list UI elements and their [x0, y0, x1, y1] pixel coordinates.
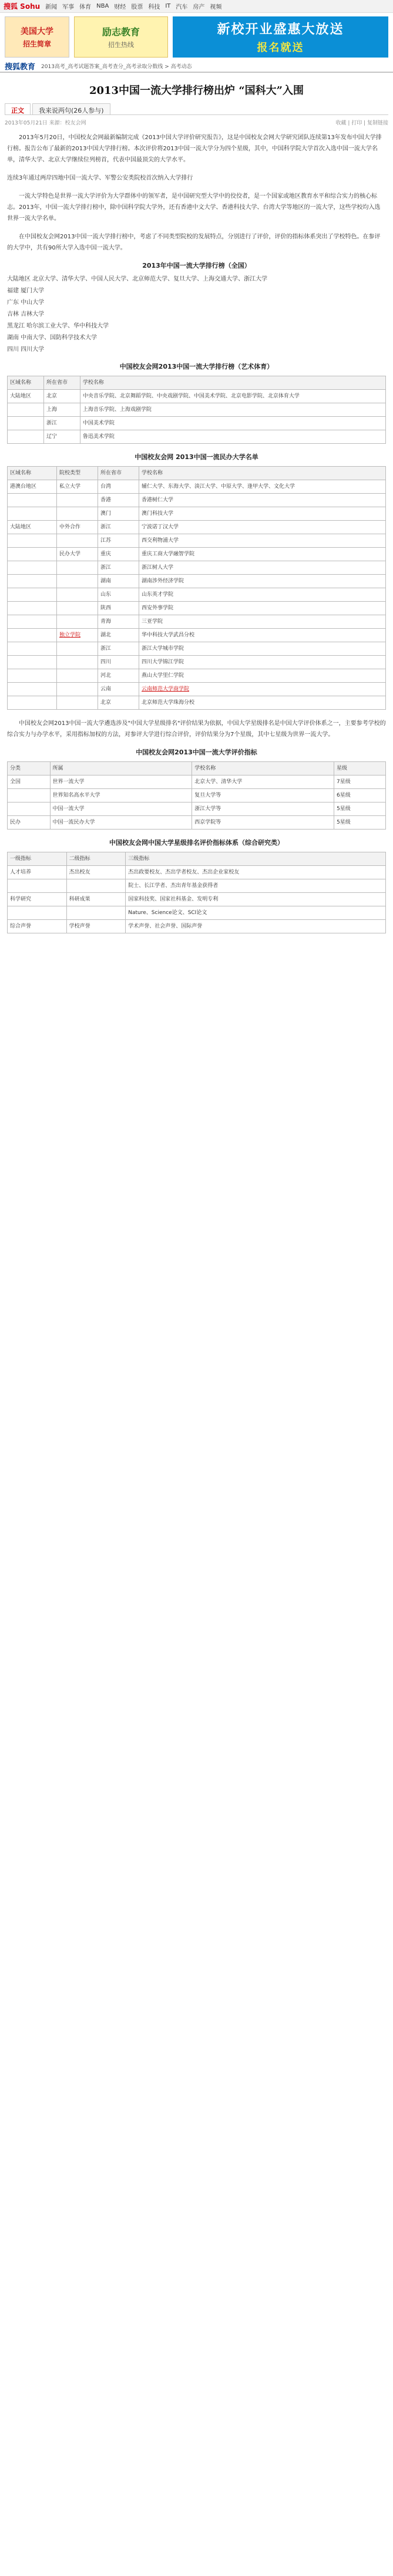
- region-line: 吉林 吉林大学: [7, 311, 45, 318]
- table-row: [8, 548, 386, 561]
- table-cell: 上海: [43, 403, 80, 417]
- top-nav-item[interactable]: 军事: [62, 4, 75, 11]
- table-row: [8, 507, 386, 521]
- table-cell: 大陆地区: [8, 521, 57, 534]
- section-heading: 中国校友会网2013中国一流大学排行榜（艺术体育）: [119, 363, 274, 370]
- top-nav-item[interactable]: IT: [165, 3, 171, 9]
- table-cell: 全国: [8, 776, 51, 789]
- table-cell: [57, 534, 98, 548]
- tab-comments[interactable]: 我来说两句(26人参与): [32, 103, 110, 114]
- table-row: [8, 669, 386, 683]
- table-cell: 华中科技大学武昌分校: [139, 629, 386, 642]
- table-cell: [8, 575, 57, 588]
- table-cell: [8, 430, 44, 444]
- table-cell: [8, 602, 57, 615]
- table-header: 三级指标: [126, 852, 386, 866]
- table-cell: 民办大学: [57, 548, 98, 561]
- table-cell: [8, 417, 44, 430]
- table-cell: [8, 494, 57, 507]
- table-header: 所属: [50, 762, 192, 776]
- table-cell: 西安外事学院: [139, 602, 386, 615]
- top-nav-item[interactable]: 科技: [148, 4, 160, 11]
- table-row: [8, 390, 386, 403]
- table-row: [8, 615, 386, 629]
- table-row: [8, 893, 386, 906]
- article-source: 2013年05月21日 来源：校友会网: [5, 120, 86, 126]
- table-cell: 院士、长江学者、杰出青年基金获得者: [126, 879, 386, 893]
- table-cell: 北京师范大学珠海分校: [139, 696, 386, 710]
- table-row: [8, 776, 386, 789]
- table-cell: [8, 656, 57, 669]
- table-cell: 上海音乐学院、上海戏剧学院: [80, 403, 385, 417]
- table-row: [8, 816, 386, 830]
- table-cell: 复旦大学等: [192, 789, 334, 803]
- table-header: 学校名称: [80, 376, 385, 390]
- table-cell: 重庆: [98, 548, 139, 561]
- region-line: 广东 中山大学: [7, 299, 45, 306]
- top-nav-item[interactable]: 房产: [193, 4, 205, 11]
- table-cell: [57, 507, 98, 521]
- table-cell: [57, 588, 98, 602]
- tab-article[interactable]: 正文: [5, 103, 31, 114]
- table-cell: 浙江: [98, 561, 139, 575]
- table-cell: 7星级: [334, 776, 386, 789]
- table-row: [8, 588, 386, 602]
- table-cell: 中国美术学院: [80, 417, 385, 430]
- table-row: [8, 656, 386, 669]
- paragraph: 中国校友会网2013中国一流大学遴选涉及"中国大学星级排名"评价结果为依据，中国大学星级排名是中国大学评价体系之一，主要参考学校的综合实力与办学水平，采用指标加权的方法，对参评大学进行综合评价，评价结果分为7个星级，其中七星级为世界一流大学。: [7, 720, 386, 738]
- ad-left-line1: 美国大学: [21, 27, 53, 36]
- table-cell: 青海: [98, 615, 139, 629]
- table-cell: 北京: [43, 390, 80, 403]
- table-cell: 民办: [8, 816, 51, 830]
- table-star-levels: [7, 761, 386, 830]
- table-header: 院校类型: [57, 467, 98, 480]
- table-cell: [66, 879, 126, 893]
- table-cell: 中国一流大学: [50, 803, 192, 816]
- table-row: [8, 683, 386, 696]
- table-row: [8, 480, 386, 494]
- table-row: [8, 803, 386, 816]
- table-cell: [8, 879, 67, 893]
- table-cell: 四川大学锦江学院: [139, 656, 386, 669]
- table-cell: 北京: [98, 696, 139, 710]
- table-cell: 5星级: [334, 803, 386, 816]
- section-heading: 中国校友会网中国大学星级排名评价指标体系（综合研究类）: [109, 839, 284, 847]
- table-header: 所在省市: [43, 376, 80, 390]
- ad-banner-mid[interactable]: [74, 16, 168, 58]
- table-cell: 三亚学院: [139, 615, 386, 629]
- top-nav-item[interactable]: 新闻: [45, 4, 58, 11]
- breadcrumb[interactable]: 2013高考_高考试题答案_高考查分_高考录取分数线 > 高考动态: [41, 63, 192, 70]
- article-tools[interactable]: 收藏 | 打印 | 复制链接: [335, 120, 388, 126]
- table-cell: [57, 561, 98, 575]
- table-cell: [57, 656, 98, 669]
- table-cell: 浙江树人大学: [139, 561, 386, 575]
- table-cell: 辅仁大学、东海大学、淡江大学、中原大学、逢甲大学、文化大学: [139, 480, 386, 494]
- table-row: [8, 866, 386, 879]
- region-line: 黑龙江 哈尔滨工业大学、华中科技大学: [7, 323, 109, 329]
- table-row: [8, 789, 386, 803]
- table-cell: 浙江大学等: [192, 803, 334, 816]
- table-cell: [57, 669, 98, 683]
- table-cell: [57, 615, 98, 629]
- table-cell: [8, 789, 51, 803]
- top-nav-item[interactable]: 汽车: [176, 4, 188, 11]
- table-cell: 中央音乐学院、北京舞蹈学院、中央戏剧学院、中国美术学院、北京电影学院、北京体育大学: [80, 390, 385, 403]
- table-cell: 澳门: [98, 507, 139, 521]
- article-tabs: [5, 103, 388, 115]
- table-cell: 综合声誉: [8, 920, 67, 933]
- table-cell: [8, 696, 57, 710]
- table-cell: 学校声誉: [66, 920, 126, 933]
- ad-left-line2: 招生简章: [22, 40, 51, 48]
- table-header: 二级指标: [66, 852, 126, 866]
- table-cell: [57, 642, 98, 656]
- channel-brand[interactable]: 搜狐教育: [5, 62, 36, 72]
- table-row: [8, 906, 386, 920]
- sohu-logo[interactable]: 搜狐 Sohu: [4, 2, 41, 11]
- region-line: 福建 厦门大学: [7, 288, 45, 294]
- table-cell: 重庆工商大学融智学院: [139, 548, 386, 561]
- table-cell: 科研成果: [66, 893, 126, 906]
- table-cell: 科学研究: [8, 893, 67, 906]
- table-cell: [57, 494, 98, 507]
- table-cell: [57, 683, 98, 696]
- table-cell: 香港: [98, 494, 139, 507]
- table-cell: 江苏: [98, 534, 139, 548]
- table-cell: [8, 534, 57, 548]
- table-cell: 台湾: [98, 480, 139, 494]
- table-header: 学校名称: [139, 467, 386, 480]
- table-cell: 杰出校友: [66, 866, 126, 879]
- table-header: 星级: [334, 762, 386, 776]
- table-cell: 陕西: [98, 602, 139, 615]
- table-row: [8, 561, 386, 575]
- table-cell: 人才培养: [8, 866, 67, 879]
- table-cell: 辽宁: [43, 430, 80, 444]
- table-cell: 宁波诺丁汉大学: [139, 521, 386, 534]
- table-cell: [8, 615, 57, 629]
- table-cell: Nature、Science论文、SCI论文: [126, 906, 386, 920]
- table-private-universities: [7, 466, 386, 710]
- top-nav-item[interactable]: 股票: [131, 4, 143, 11]
- page-title: 2013中国一流大学排行榜出炉 “国科大”入围: [89, 85, 304, 97]
- section-heading: 中国校友会网 2013中国一流民办大学名单: [135, 453, 258, 461]
- table-cell: 北京大学、清华大学: [192, 776, 334, 789]
- table-row: [8, 430, 386, 444]
- region-line: 湖南 中南大学、国防科学技术大学: [7, 335, 98, 341]
- table-cell: 湖北: [98, 629, 139, 642]
- table-cell: [8, 507, 57, 521]
- table-cell: [57, 602, 98, 615]
- table-header: 所在省市: [98, 467, 139, 480]
- table-cell: [8, 669, 57, 683]
- table-cell: 香港树仁大学: [139, 494, 386, 507]
- article-body: [0, 132, 393, 1294]
- table-cell-highlighted: 独立学院: [57, 629, 98, 642]
- table-header: 一级指标: [8, 852, 67, 866]
- top-nav-item[interactable]: NBA: [96, 3, 109, 9]
- table-row: [8, 642, 386, 656]
- ad-banner-left[interactable]: [5, 16, 69, 58]
- region-line: 四川 四川大学: [7, 346, 45, 353]
- table-row: [8, 534, 386, 548]
- table-cell: 西交利物浦大学: [139, 534, 386, 548]
- table-cell: 浙江: [43, 417, 80, 430]
- ad-right-line1: 新校开业盛惠大放送: [217, 22, 344, 37]
- table-cell: 浙江: [98, 642, 139, 656]
- table-cell: 河北: [98, 669, 139, 683]
- table-cell: [66, 906, 126, 920]
- table-row: [8, 629, 386, 642]
- table-cell: 四川: [98, 656, 139, 669]
- table-cell: 中外合作: [57, 521, 98, 534]
- paragraph: 一流大学特色是世界一流大学评价为大学群体中的领军者，是中国研究型大学中的佼佼者，是一个国家或地区教育水平和综合实力的核心标志。2013年，中国一流大学排行榜中，除中国科学院大学外，还有香港中文大学、香港科技大学、台湾大学等地区的一流大学，这些学校均入选世界一流大学名单。: [7, 193, 381, 222]
- ad-banner-right[interactable]: [173, 16, 388, 58]
- table-header: 区域名称: [8, 376, 44, 390]
- table-row: [8, 403, 386, 417]
- table-cell: [8, 588, 57, 602]
- table-cell: 燕山大学里仁学院: [139, 669, 386, 683]
- table-cell: 杰出政要校友、杰出学者校友、杰出企业家校友: [126, 866, 386, 879]
- table-cell-highlighted: 云南师范大学商学院: [139, 683, 386, 696]
- table-header: 分类: [8, 762, 51, 776]
- ad-mid-line2: 招生热线: [108, 41, 134, 49]
- table-row: [8, 696, 386, 710]
- table-cell: 私立大学: [57, 480, 98, 494]
- table-row: [8, 602, 386, 615]
- table-cell: 云南: [98, 683, 139, 696]
- site-top-bar: [0, 0, 393, 13]
- table-cell: [8, 906, 67, 920]
- top-nav-item[interactable]: 视频: [210, 4, 222, 11]
- region-line: 大陆地区 北京大学、清华大学、中国人民大学、北京师范大学、复旦大学、上海交通大学、浙江大学: [7, 276, 268, 282]
- table-cell: [8, 629, 57, 642]
- table-art-universities: [7, 376, 386, 444]
- table-cell: 大陆地区: [8, 390, 44, 403]
- article-meta: [5, 119, 388, 126]
- table-cell: 山东英才学院: [139, 588, 386, 602]
- table-cell: 西京学院等: [192, 816, 334, 830]
- section-heading: 中国校友会网2013中国一流大学评价指标: [136, 748, 257, 756]
- paragraph: 2013年5月20日，中国校友会网最新编制完成《2013中国大学评价研究报告》，这是中国校友会网大学研究团队连续第13年发布中国大学排行榜。报告公布了最新的2013中国大学排行榜。本次评价将2013中国一流大学分为四个星级，其中，中国科学院大学首次入选中国一流大学名单，清华大学、北京大学继续位列榜首，代表中国最顶尖的大学水平。: [7, 134, 382, 163]
- table-cell: 鲁迅美术学院: [80, 430, 385, 444]
- table-cell: 6星级: [334, 789, 386, 803]
- table-cell: 世界一流大学: [50, 776, 192, 789]
- table-cell: 中国一流民办大学: [50, 816, 192, 830]
- table-row: [8, 494, 386, 507]
- channel-bar: [0, 60, 393, 73]
- table-cell: [8, 548, 57, 561]
- table-cell: 湖南: [98, 575, 139, 588]
- article-link[interactable]: 连续3年通过两岸四地中国一流大学、军警公安类院校首次纳入大学排行: [7, 175, 193, 181]
- table-row: [8, 920, 386, 933]
- ad-banner-row: [0, 13, 393, 60]
- table-cell: 浙江大学城市学院: [139, 642, 386, 656]
- table-cell: 世界知名高水平大学: [50, 789, 192, 803]
- table-cell: 山东: [98, 588, 139, 602]
- section-heading: 2013年中国一流大学排行榜（全国）: [142, 262, 251, 269]
- paragraph: 在中国校友会网2013中国一流大学排行榜中，考虑了不同类型院校的发展特点，分别进行了评价，评价的指标体系突出了学校特色。在参评的大学中，共有90所大学入选中国一流大学。: [7, 234, 381, 251]
- table-cell: [8, 803, 51, 816]
- table-cell: 港澳台地区: [8, 480, 57, 494]
- table-cell: [8, 683, 57, 696]
- ad-right-line2: 报名就送: [257, 42, 304, 54]
- table-cell: [8, 403, 44, 417]
- ad-mid-line1: 励志教育: [102, 26, 140, 38]
- table-header: 学校名称: [192, 762, 334, 776]
- table-cell: [8, 561, 57, 575]
- top-nav-item[interactable]: 体育: [79, 4, 92, 11]
- table-row: [8, 879, 386, 893]
- table-cell: 5星级: [334, 816, 386, 830]
- page-bottom-spacer: [7, 942, 386, 1294]
- table-cell: 浙江: [98, 521, 139, 534]
- table-row: [8, 417, 386, 430]
- table-cell: 湖南涉外经济学院: [139, 575, 386, 588]
- table-cell: 学术声誉、社会声誉、国际声誉: [126, 920, 386, 933]
- table-cell: [8, 642, 57, 656]
- table-header: 区域名称: [8, 467, 57, 480]
- table-cell: 国家科技奖、国家社科基金、发明专利: [126, 893, 386, 906]
- table-row: [8, 521, 386, 534]
- table-cell: [57, 696, 98, 710]
- top-nav-item[interactable]: 财经: [114, 4, 126, 11]
- table-row: [8, 575, 386, 588]
- table-cell: [57, 575, 98, 588]
- table-cell: 澳门科技大学: [139, 507, 386, 521]
- table-indicator-system: [7, 852, 386, 933]
